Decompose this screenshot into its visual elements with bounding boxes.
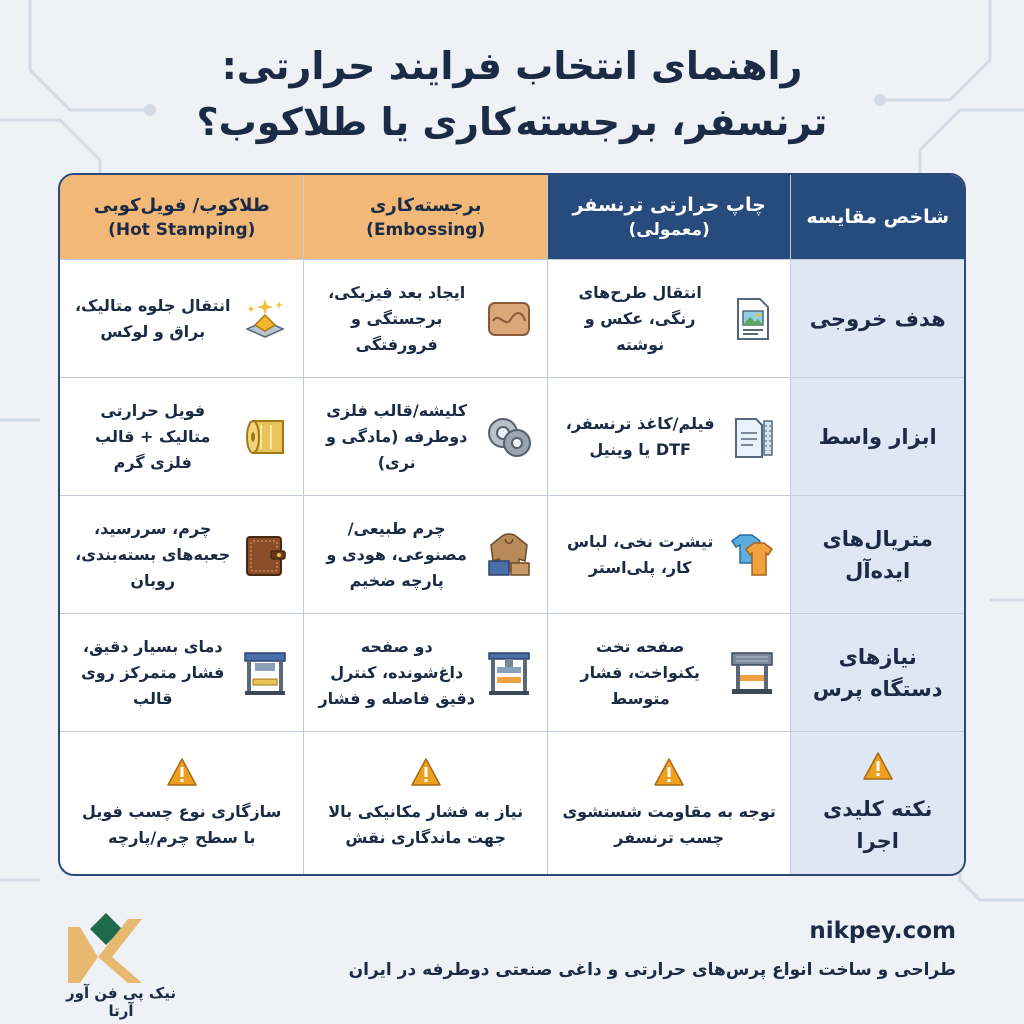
- cell-text: تیشرت نخی، لباس کار، پلی‌استر: [566, 531, 714, 577]
- cell-embossing: [303, 378, 546, 495]
- logo-text: نیک پی فن آور آرتا: [65, 984, 176, 1020]
- cell-text: توجه به مقاومت شستشوی چسب ترنسفر: [562, 801, 776, 847]
- header-embossing-title: برجسته‌کاری: [369, 194, 482, 216]
- cell-text: سازگاری نوع چسب فویل با سطح چرم/پارچه: [82, 801, 282, 847]
- cell-text: چرم طبیعی/مصنوعی، هودی و پارچه ضخیم: [326, 518, 467, 590]
- cell-text: دمای بسیار دقیق، فشار متمرکز روی قالب: [81, 636, 225, 708]
- cell-embossing: [303, 732, 546, 875]
- foil-roll-icon: [241, 413, 289, 461]
- comparison-table: [58, 173, 966, 876]
- transfer-film-icon: [728, 413, 776, 461]
- cell-stamping: [60, 260, 303, 377]
- double-press-icon: [485, 649, 533, 697]
- embossed-leather-icon: [485, 295, 533, 343]
- cell-text: ایجاد بعد فیزیکی، برجستگی و فرورفتگی: [328, 282, 466, 354]
- row-label-text: نکته کلیدی اجرا: [822, 796, 933, 853]
- header-embossing-sub: (Embossing): [366, 219, 486, 240]
- tagline: طراحی و ساخت انواع پرس‌های حرارتی و داغی صنعتی دوطرفه در ایران: [348, 960, 956, 980]
- header-transfer-sub: (معمولی): [628, 220, 710, 240]
- table-row: [60, 614, 964, 732]
- table-row: [60, 378, 964, 496]
- table-row: [60, 260, 964, 378]
- cell-transfer: [547, 496, 790, 613]
- header-stamping-title: طلاکوب/ فویل‌کوبی: [93, 194, 270, 216]
- cell-text: صفحه تخت یکنواخت، فشار متوسط: [580, 636, 700, 708]
- cell-text: فویل حرارتی متالیک + قالب فلزی گرم: [95, 400, 211, 472]
- sparkle-foil-icon: [241, 295, 289, 343]
- header-transfer: [547, 175, 790, 259]
- cell-text: نیاز به فشار مکانیکی بالا جهت ماندگاری نقش: [328, 801, 524, 847]
- cell-stamping: [60, 732, 303, 875]
- warning-icon: [166, 757, 198, 787]
- site-link[interactable]: nikpey.com: [809, 918, 956, 944]
- warning-icon: [862, 751, 894, 781]
- row-label: متریال‌های ایده‌آل: [790, 496, 964, 613]
- cell-embossing: [303, 496, 546, 613]
- header-stamping: [60, 175, 303, 259]
- image-document-icon: [728, 295, 776, 343]
- cell-transfer: [547, 614, 790, 731]
- row-label: نیازهای دستگاه پرس: [790, 614, 964, 731]
- cell-embossing: [303, 260, 546, 377]
- row-label: هدف خروجی: [790, 260, 964, 377]
- header-criteria: شاخص مقایسه: [790, 175, 964, 259]
- cell-embossing: [303, 614, 546, 731]
- row-label: [790, 732, 964, 875]
- cell-stamping: [60, 614, 303, 731]
- cell-text: انتقال جلوه متالیک، براق و لوکس: [74, 295, 231, 341]
- cell-text: فیلم/کاغذ ترنسفر، DTF یا وینیل: [565, 413, 715, 459]
- cell-transfer: [547, 260, 790, 377]
- title-line-1: راهنمای انتخاب فرایند حرارتی:: [221, 44, 803, 88]
- cell-stamping: [60, 496, 303, 613]
- cell-text: دو صفحه داغ‌شونده، کنترل دقیق فاصله و فشار: [318, 636, 475, 708]
- hoodie-icon: [485, 531, 533, 579]
- title-line-2: ترنسفر، برجسته‌کاری یا طلاکوب؟: [196, 100, 828, 144]
- table-header-row: [60, 175, 964, 260]
- cell-text: کلیشه/قالب فلزی دوطرفه (مادگی و نری): [326, 400, 468, 472]
- header-transfer-title: چاپ حرارتی ترنسفر: [572, 194, 766, 216]
- cell-text: چرم، سررسید، جعبه‌های بسته‌بندی، روبان: [75, 518, 231, 590]
- flat-press-icon: [728, 649, 776, 697]
- table-row: [60, 732, 964, 875]
- warning-icon: [653, 757, 685, 787]
- tshirt-icon: [728, 531, 776, 579]
- header-stamping-sub: (Hot Stamping): [108, 219, 256, 240]
- cell-transfer: [547, 732, 790, 875]
- header-embossing: [303, 175, 546, 259]
- table-row: [60, 496, 964, 614]
- leather-notebook-icon: [241, 531, 289, 579]
- page-title: [0, 38, 1024, 150]
- metal-die-icon: [485, 413, 533, 461]
- cell-stamping: [60, 378, 303, 495]
- row-label: ابزار واسط: [790, 378, 964, 495]
- stamping-press-icon: [241, 649, 289, 697]
- cell-transfer: [547, 378, 790, 495]
- cell-text: انتقال طرح‌های رنگی، عکس و نوشته: [578, 282, 702, 354]
- warning-icon: [410, 757, 442, 787]
